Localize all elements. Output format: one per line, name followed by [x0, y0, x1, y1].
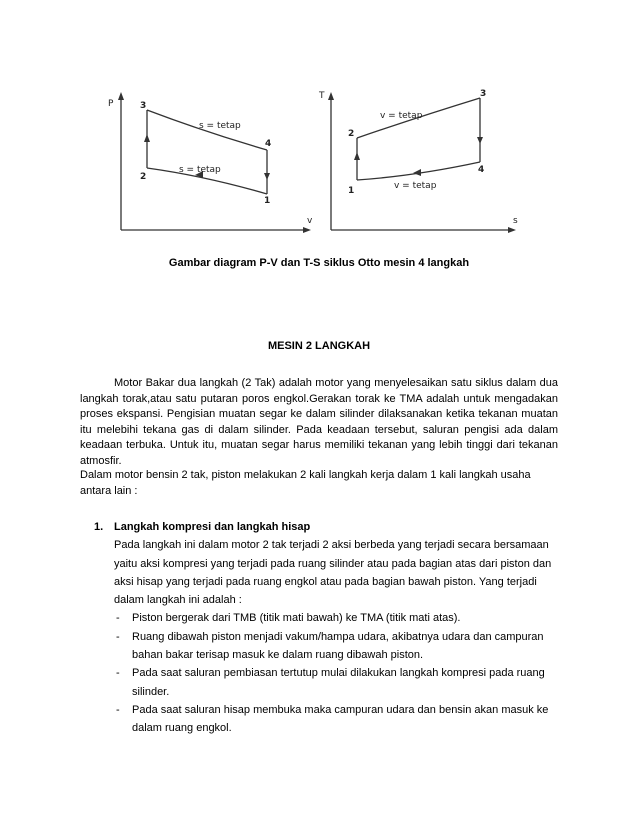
ts-diagram: [318, 89, 518, 233]
bullet-text: Ruang dibawah piston menjadi vakum/hampa udara, akibatnya udara dan campuran bahan bakar terisap masuk ke dalam ruang dibawah piston.: [132, 630, 544, 662]
bullet-item: [80, 664, 558, 701]
ts-x-arrow-icon: [508, 227, 516, 233]
ts-axis-y-label: T: [319, 91, 325, 101]
numbered-list: [80, 518, 558, 738]
bullet-item: [80, 701, 558, 738]
pv-diagram: [108, 92, 313, 233]
ts-point-3: 3: [480, 89, 487, 99]
list-item-number: 1.: [94, 521, 104, 533]
bullet-dash: -: [116, 667, 120, 680]
ts-point-1: 1: [348, 186, 355, 196]
list-item-heading: [80, 518, 558, 536]
bullet-dash: -: [116, 703, 120, 716]
ts-label-top: v = tetap: [380, 111, 423, 121]
ts-point-2: 2: [348, 129, 355, 139]
bullet-text: Piston bergerak dari TMB (titik mati bawah) ke TMA (titik mati atas).: [132, 612, 461, 625]
pv-y-arrow-icon: [118, 92, 124, 100]
pv-arrow-down-icon: [264, 173, 270, 180]
figure-caption: Gambar diagram P-V dan T-S siklus Otto mesin 4 langkah: [168, 257, 470, 269]
ts-axis-x-label: s: [513, 216, 518, 226]
ts-arrow-up-icon: [354, 152, 360, 160]
ts-point-4: 4: [478, 165, 485, 175]
bullet-item: [80, 628, 558, 665]
intro-paragraph: Motor Bakar dua langkah (2 Tak) adalah motor yang menyelesaikan satu siklus dalam dua langkah torak,atau satu putaran poros engkol.Gerakan torak ke TMA adalah untuk mengadakan proses ekspansi. Pengisian muatan segar ke dalam silinder dilaksanakan ketika tekanan muatan itu melebihi tekana gas di dalam silinder. Pada keadaan tersebut, saluran pengisi ada dalam keadaan terbuka. Untuk itu, muatan segar harus memiliki tekanan yang lebih tinggi dari tekanan atmosfir.: [80, 377, 558, 467]
list-item-body: Pada langkah ini dalam motor 2 tak terjadi 2 aksi berbeda yang terjadi secara bersamaan yaitu aksi kompresi yang terjadi pada ruang silinder atau pada bagian atas dari piston dan aksi hisap yang terjadi pada ruang engkol atau pada bagian bawah piston. Yang terjadi dalam langkah ini adalah :: [114, 539, 552, 607]
pv-label-top: s = tetap: [199, 121, 241, 131]
section-title: MESIN 2 LANGKAH: [267, 340, 371, 352]
bullet-list: [80, 609, 558, 737]
otto-cycle-figure: [95, 80, 535, 245]
bullet-dash: -: [116, 630, 120, 643]
body-paragraph: Dalam motor bensin 2 tak, piston melakukan 2 kali langkah kerja dalam 1 kali langkah usaha antara lain :: [80, 469, 531, 497]
pv-point-1: 1: [264, 196, 271, 206]
pv-arrow-up-icon: [144, 134, 150, 142]
pv-point-4: 4: [265, 139, 272, 149]
otto-diagrams: [95, 80, 535, 245]
bullet-text: Pada saat saluran pembiasan tertutup mulai dilakukan langkah kompresi pada ruang silinder.: [132, 667, 545, 698]
ts-label-bottom: v = tetap: [394, 181, 437, 191]
list-item-title: Langkah kompresi dan langkah hisap: [114, 521, 311, 533]
bullet-dash: -: [116, 612, 120, 625]
pv-point-2: 2: [140, 172, 147, 182]
bullet-text: Pada saat saluran hisap membuka maka campuran udara dan bensin akan masuk ke dalam ruang engkol.: [132, 703, 549, 735]
pv-label-bottom: s = tetap: [179, 165, 221, 175]
pv-x-arrow-icon: [303, 227, 311, 233]
ts-y-arrow-icon: [328, 92, 334, 100]
bullet-item: [80, 609, 558, 627]
pv-axis-y-label: P: [108, 99, 114, 109]
ts-arrow-left-icon: [413, 169, 421, 176]
pv-axis-x-label: v: [307, 216, 313, 226]
ts-arrow-down-icon: [477, 137, 483, 144]
pv-point-3: 3: [140, 101, 147, 111]
